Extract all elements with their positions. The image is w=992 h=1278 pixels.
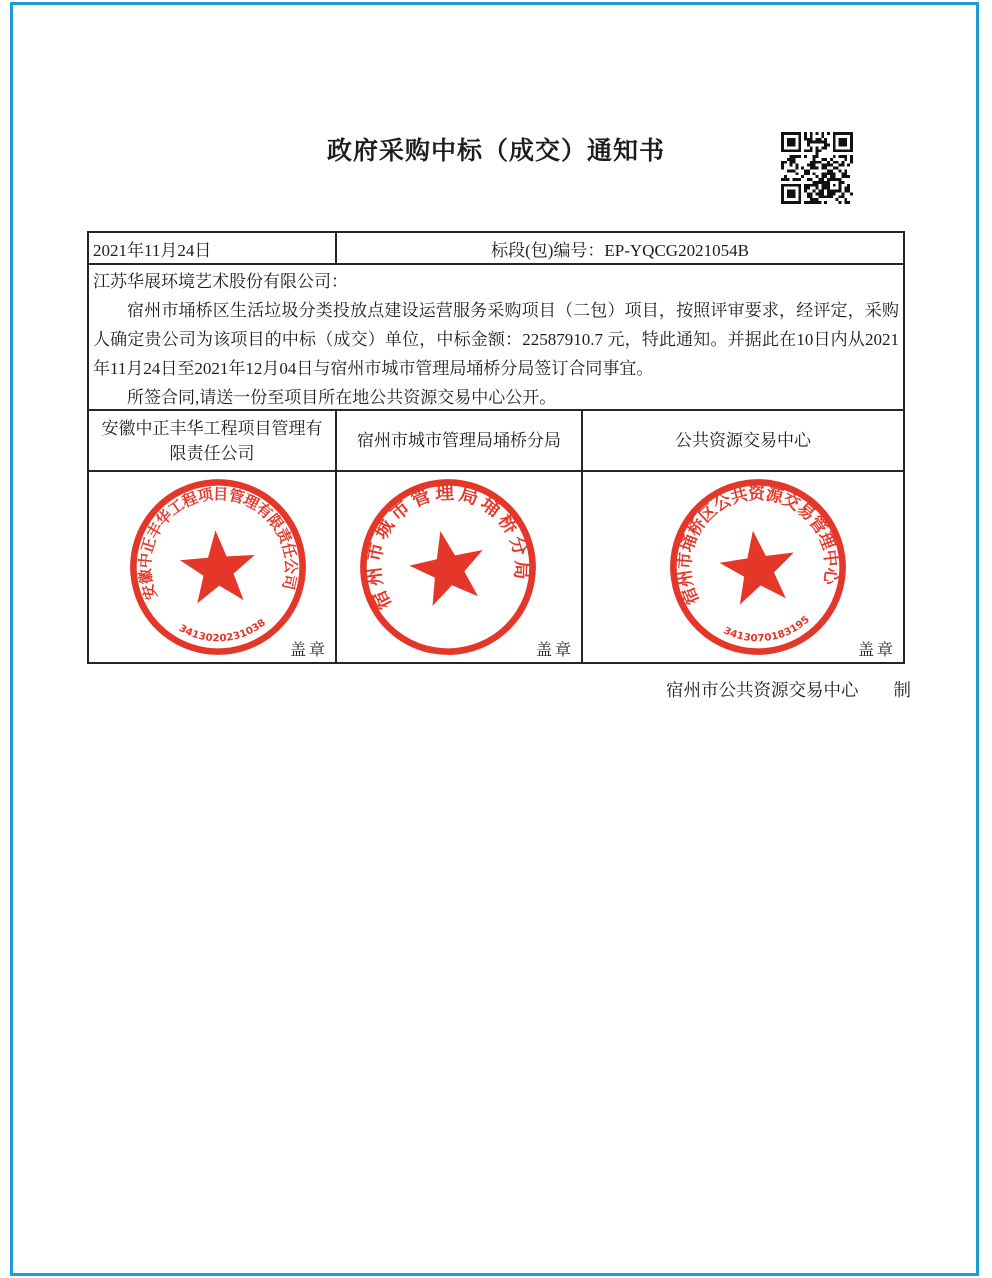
svg-text:宿州市埇桥区公共资源交易管理中心: 宿州市埇桥区公共资源交易管理中心	[674, 484, 842, 608]
stamp-label-2: 盖章	[535, 642, 574, 659]
recipient-line: 江苏华展环境艺术股份有限公司：	[93, 272, 348, 291]
qr-code	[779, 132, 855, 204]
agency-name-1: 安徽中正丰华工程项目管理有限责任公司	[101, 418, 323, 463]
official-seal-3	[652, 461, 864, 673]
agency-name-3: 公共资源交易中心	[581, 411, 903, 470]
svg-text:安徽中正丰华工程项目管理有限责任公司: 安徽中正丰华工程项目管理有限责任公司	[137, 486, 298, 602]
svg-text:宿州市城市管理局埇桥分局: 宿州市城市管理局埇桥分局	[363, 482, 532, 613]
official-seal-1	[118, 467, 319, 668]
info-row	[89, 233, 903, 263]
signature-seals-row	[89, 470, 903, 662]
page-title: 政府采购中标（成交）通知书	[326, 138, 665, 165]
issuer-line: 宿州市公共资源交易中心 制	[666, 680, 911, 700]
seal-cell-1	[89, 472, 335, 662]
stamp-label-3: 盖章	[857, 642, 896, 659]
official-seal-2	[337, 456, 560, 679]
seal-cell-2	[335, 472, 581, 662]
bid-package-number: 标段(包)编号：EP-YQCG2021054B	[335, 233, 903, 263]
agency-name-2: 宿州市城市管理局埇桥分局	[335, 411, 581, 470]
body-paragraph-2: 所签合同,请送一份至项目所在地公共资源交易中心公开。	[127, 388, 557, 407]
issue-date: 2021年11月24日	[93, 240, 212, 260]
notice-table	[87, 231, 905, 664]
stamp-label-1: 盖章	[289, 642, 328, 659]
seal-cell-3	[581, 472, 903, 662]
svg-text:3413070183195: 3413070183195	[721, 614, 812, 645]
body-paragraph-1: 宿州市埇桥区生活垃圾分类投放点建设运营服务采购项目（二包）项目，按照评审要求，经评定，采购人确定贵公司为该项目的中标（成交）单位，中标金额：22587910.7 元，特此通知。并据此在10日内从2021年11月24日至2021年12月04日与宿州市城市管理局埇桥分局签订合同事宜。	[93, 301, 899, 378]
notice-body	[89, 263, 903, 409]
svg-text:3413020231038: 3413020231038	[176, 617, 268, 645]
